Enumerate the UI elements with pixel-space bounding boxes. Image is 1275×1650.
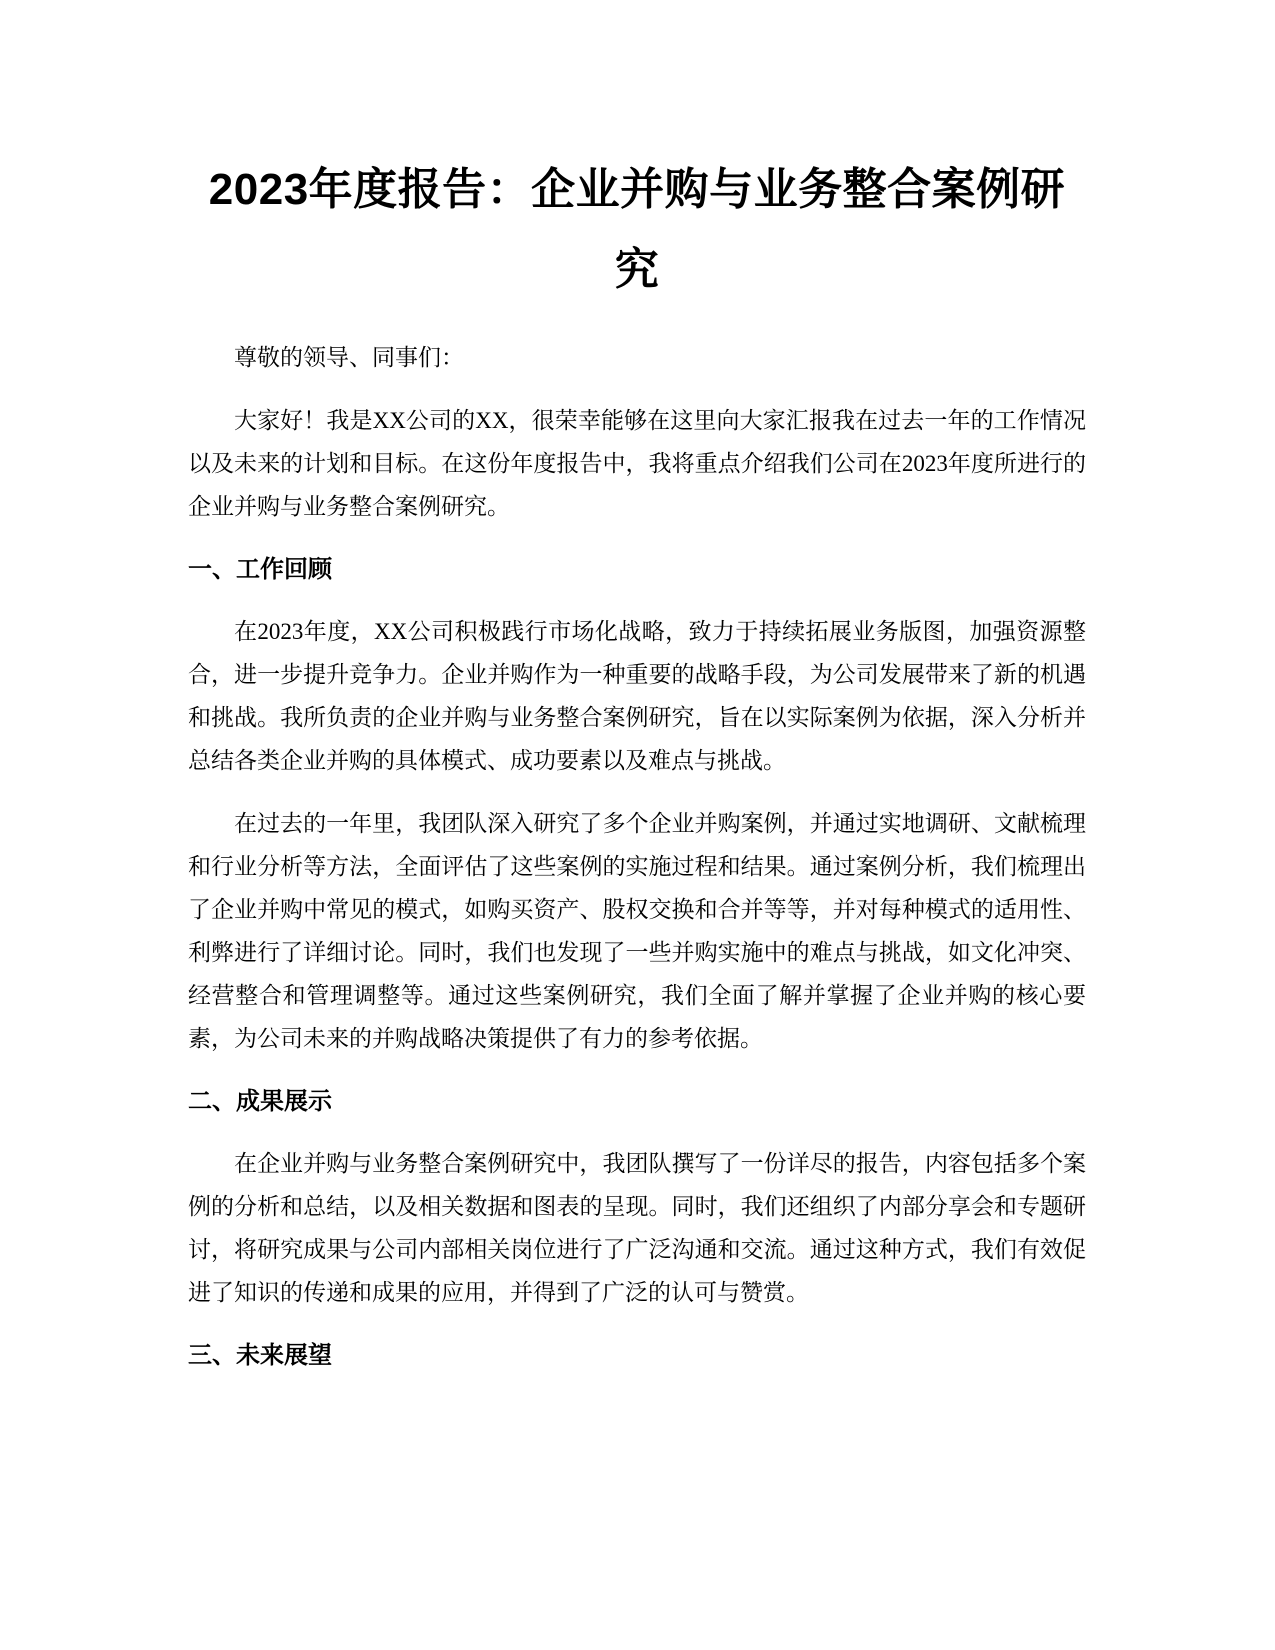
achievements-paragraph-1: 在企业并购与业务整合案例研究中，我团队撰写了一份详尽的报告，内容包括多个案例的分析和总结，以及相关数据和图表的呈现。同时，我们还组织了内部分享会和专题研讨，将研究成果与公司内部相关岗位进行了广泛沟通和交流。通过这种方式，我们有效促进了知识的传递和成果的应用，并得到了广泛的认可与赞赏。 [188, 1151, 1086, 1305]
document-title: 2023年度报告：企业并购与业务整合案例研究 [208, 165, 1066, 294]
document-body [188, 150, 1086, 1396]
salutation: 尊敬的领导、同事们： [234, 345, 464, 370]
section-heading-achievements: 二、成果展示 [188, 1088, 332, 1115]
work-review-paragraph-2: 在过去的一年里，我团队深入研究了多个企业并购案例，并通过实地调研、文献梳理和行业分析等方法，全面评估了这些案例的实施过程和结果。通过案例分析，我们梳理出了企业并购中常见的模式，如购买资产、股权交换和合并等等，并对每种模式的适用性、利弊进行了详细讨论。同时，我们也发现了一些并购实施中的难点与挑战，如文化冲突、经营整合和管理调整等。通过这些案例研究，我们全面了解并掌握了企业并购的核心要素，为公司未来的并购战略决策提供了有力的参考依据。 [188, 811, 1086, 1051]
section-heading-outlook: 三、未来展望 [188, 1342, 332, 1369]
section-heading-work-review: 一、工作回顾 [188, 556, 332, 583]
work-review-paragraph-1: 在2023年度，XX公司积极践行市场化战略，致力于持续拓展业务版图，加强资源整合，进一步提升竞争力。企业并购作为一种重要的战略手段，为公司发展带来了新的机遇和挑战。我所负责的企业并购与业务整合案例研究，旨在以实际案例为依据，深入分析并总结各类企业并购的具体模式、成功要素以及难点与挑战。 [188, 619, 1086, 773]
intro-paragraph: 大家好！我是XX公司的XX，很荣幸能够在这里向大家汇报我在过去一年的工作情况以及未来的计划和目标。在这份年度报告中，我将重点介绍我们公司在2023年度所进行的企业并购与业务整合案例研究。 [188, 408, 1086, 519]
